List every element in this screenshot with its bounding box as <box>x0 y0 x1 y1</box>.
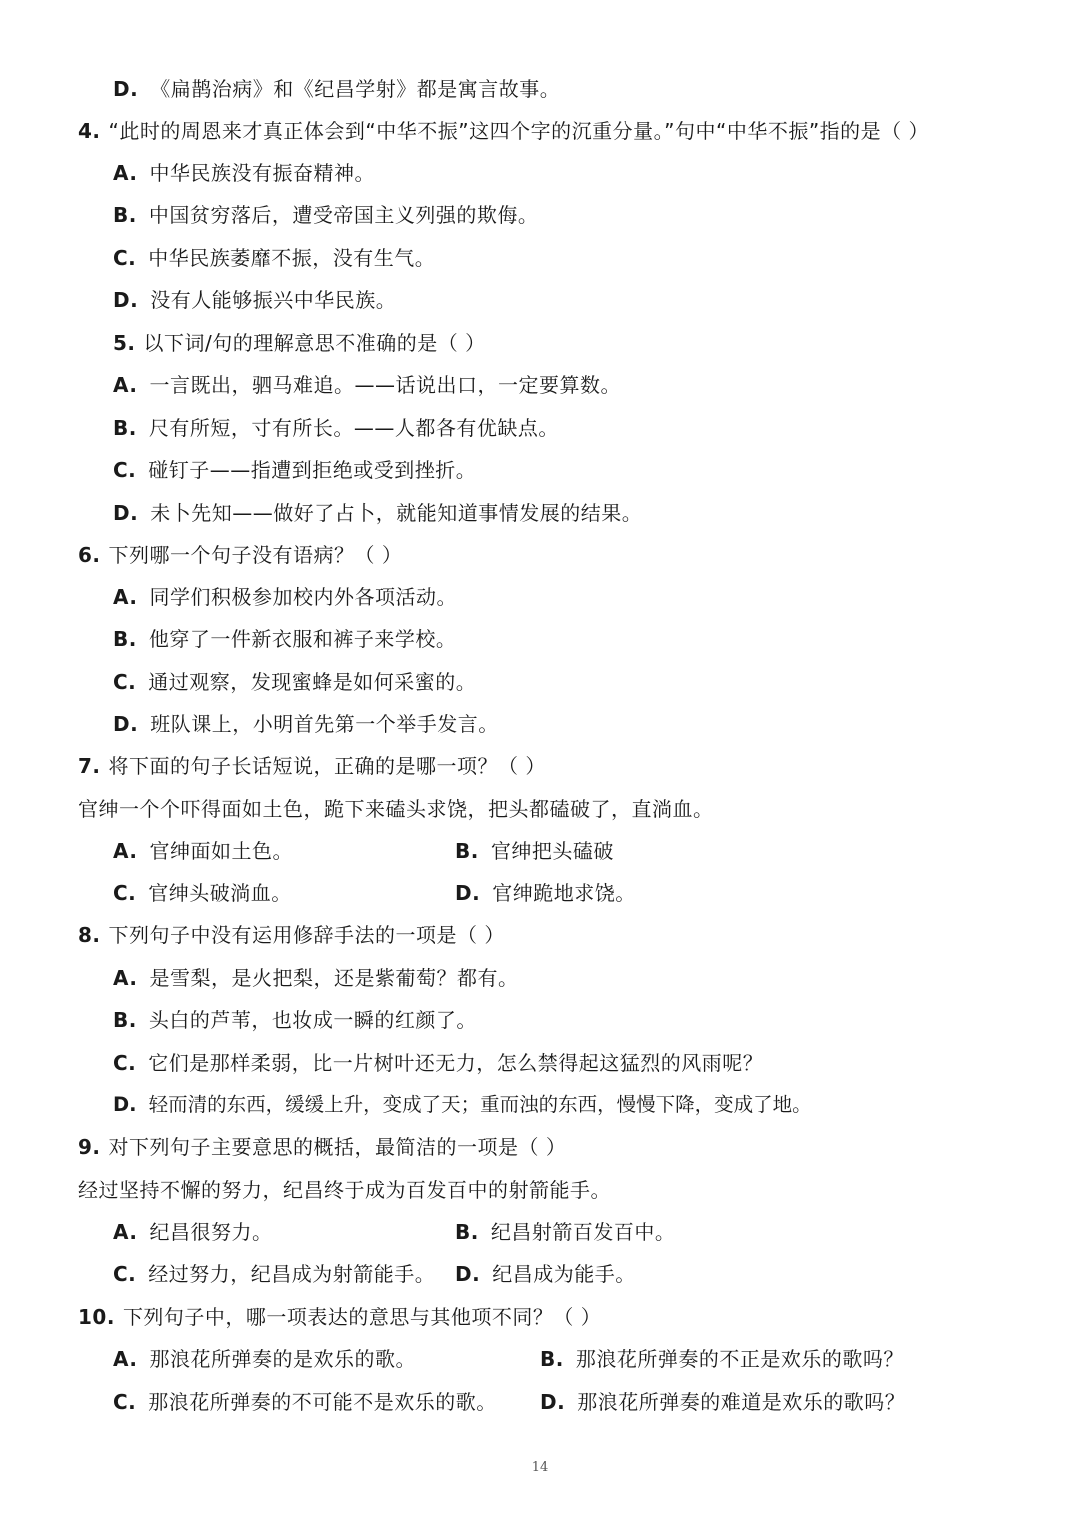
q7-passage: 官绅一个个吓得面如土色，跪下来磕头求饶，把头都磕破了，直淌血。 <box>78 797 714 821</box>
option-text: 同学们积极参加校内外各项活动。 <box>149 585 457 609</box>
option-letter: D. <box>113 712 139 736</box>
q8-option-b <box>113 1005 477 1035</box>
option-text: 纪昌成为能手。 <box>492 1262 636 1286</box>
option-letter: D. <box>113 501 139 525</box>
option-letter: D. <box>455 881 481 905</box>
option-text: 未卜先知——做好了占卜，就能知道事情发展的结果。 <box>150 501 643 525</box>
option-letter: A. <box>113 1347 138 1371</box>
option-text: 碰钉子——指遭到拒绝或受到挫折。 <box>148 458 477 482</box>
question-text: 下列句子中，哪一项表达的意思与其他项不同？（ ） <box>122 1305 602 1329</box>
q6-option-b <box>113 624 456 654</box>
q6-option-d <box>113 709 499 739</box>
question-text: “此时的周恩来才真正体会到“中华不振”这四个字的沉重分量。”句中“中华不振”指的是（ ） <box>108 119 930 143</box>
question-number: 5. <box>113 331 136 355</box>
q8-option-c <box>113 1048 763 1078</box>
option-text: 是雪梨，是火把梨，还是紫葡萄？都有。 <box>149 966 519 990</box>
option-letter: C. <box>113 458 137 482</box>
q8-option-a <box>113 963 518 993</box>
q5-option-a <box>113 370 621 400</box>
q4-option-c <box>113 243 435 273</box>
question-number: 7. <box>78 754 101 778</box>
option-text: 没有人能够振兴中华民族。 <box>150 288 397 312</box>
option-text: 它们是那样柔弱，比一片树叶还无力，怎么禁得起这猛烈的风雨呢？ <box>148 1051 764 1075</box>
option-letter: B. <box>113 627 137 651</box>
q9-option-b <box>455 1217 675 1247</box>
option-text: 那浪花所弹奏的不可能不是欢乐的歌。 <box>148 1390 497 1414</box>
question-number: 4. <box>78 119 101 143</box>
option-text: 那浪花所弹奏的不正是欢乐的歌吗？ <box>575 1347 904 1371</box>
question-number: 8. <box>78 923 101 947</box>
option-letter: C. <box>113 1051 137 1075</box>
option-letter: C. <box>113 881 137 905</box>
option-text: 一言既出，驷马难追。——话说出口，一定要算数。 <box>149 373 621 397</box>
q5-option-b <box>113 413 559 443</box>
q5-option-d <box>113 498 642 528</box>
option-letter: C. <box>113 1390 137 1414</box>
q6-option-a <box>113 582 457 612</box>
option-text: 《扁鹊治病》和《纪昌学射》都是寓言故事。 <box>150 77 561 101</box>
option-letter: D. <box>113 288 139 312</box>
q9-stem <box>78 1132 566 1162</box>
option-letter: A. <box>113 585 138 609</box>
q5-option-c <box>113 455 476 485</box>
option-letter: D. <box>113 77 139 101</box>
q10-stem <box>78 1302 601 1332</box>
option-letter: B. <box>455 1220 479 1244</box>
question-text: 下列哪一个句子没有语病？（ ） <box>108 543 403 567</box>
option-text: 那浪花所弹奏的是欢乐的歌。 <box>149 1347 416 1371</box>
q7-stem <box>78 751 546 781</box>
option-letter: A. <box>113 839 138 863</box>
option-letter: B. <box>455 839 479 863</box>
q9-option-a <box>113 1217 272 1247</box>
option-letter: C. <box>113 1262 137 1286</box>
option-text: 中华民族萎靡不振，没有生气。 <box>148 246 436 270</box>
q5-stem <box>113 328 486 358</box>
q7-option-a <box>113 836 293 866</box>
option-text: 官绅头破淌血。 <box>148 881 292 905</box>
q6-option-c <box>113 667 476 697</box>
option-letter: C. <box>113 246 137 270</box>
q4-stem <box>78 116 929 146</box>
option-text: 轻而清的东西，缓缓上升，变成了天；重而浊的东西，慢慢下降，变成了地。 <box>148 1093 812 1116</box>
question-number: 6. <box>78 543 101 567</box>
option-letter: B. <box>113 1008 137 1032</box>
q9-passage: 经过坚持不懈的努力，纪昌终于成为百发百中的射箭能手。 <box>78 1178 611 1202</box>
question-text: 以下词/句的理解意思不准确的是（ ） <box>143 331 486 355</box>
option-letter: B. <box>113 416 137 440</box>
option-text: 那浪花所弹奏的难道是欢乐的歌吗？ <box>577 1390 906 1414</box>
option-text: 他穿了一件新衣服和裤子来学校。 <box>148 627 457 651</box>
option-letter: A. <box>113 373 138 397</box>
option-text: 中国贫穷落后，遭受帝国主义列强的欺侮。 <box>148 203 539 227</box>
q4-option-a <box>113 158 375 188</box>
option-text: 班队课上，小明首先第一个举手发言。 <box>150 712 499 736</box>
option-letter: C. <box>113 670 137 694</box>
option-letter: B. <box>113 203 137 227</box>
q10-option-d <box>540 1387 905 1417</box>
option-text: 通过观察，发现蜜蜂是如何采蜜的。 <box>148 670 477 694</box>
q8-stem <box>78 920 505 950</box>
option-letter: D. <box>540 1390 566 1414</box>
page-number: 14 <box>531 1460 549 1475</box>
question-number: 9. <box>78 1135 101 1159</box>
option-text: 纪昌很努力。 <box>149 1220 273 1244</box>
option-text: 头白的芦苇，也妆成一瞬的红颜了。 <box>148 1008 477 1032</box>
q6-stem <box>78 540 402 570</box>
q10-option-c <box>113 1387 497 1417</box>
option-letter: B. <box>540 1347 564 1371</box>
question-text: 对下列句子主要意思的概括，最简洁的一项是（ ） <box>108 1135 567 1159</box>
option-letter: A. <box>113 161 138 185</box>
q8-option-d <box>113 1090 812 1120</box>
q10-option-a <box>113 1344 416 1374</box>
option-letter: A. <box>113 966 138 990</box>
q9-option-c <box>113 1259 435 1289</box>
option-text: 官绅面如土色。 <box>149 839 293 863</box>
option-letter: D. <box>455 1262 481 1286</box>
option-text: 尺有所短，寸有所长。——人都各有优缺点。 <box>148 416 559 440</box>
question-number: 10. <box>78 1305 115 1329</box>
option-text: 官绅把头磕破 <box>490 839 614 863</box>
q10-option-b <box>540 1344 904 1374</box>
q9-option-d <box>455 1259 636 1289</box>
option-letter: D. <box>113 1093 137 1116</box>
option-text: 官绅跪地求饶。 <box>492 881 636 905</box>
option-letter: A. <box>113 1220 138 1244</box>
q7-option-b <box>455 836 614 866</box>
option-text: 经过努力，纪昌成为射箭能手。 <box>148 1262 436 1286</box>
option-text: 中华民族没有振奋精神。 <box>149 161 375 185</box>
question-text: 将下面的句子长话短说，正确的是哪一项？（ ） <box>108 754 546 778</box>
question-text: 下列句子中没有运用修辞手法的一项是（ ） <box>108 923 505 947</box>
q4-option-b <box>113 200 538 230</box>
q3-option-d <box>113 74 560 104</box>
q4-option-d <box>113 285 396 315</box>
q7-option-c <box>113 878 292 908</box>
q7-option-d <box>455 878 636 908</box>
option-text: 纪昌射箭百发百中。 <box>490 1220 676 1244</box>
